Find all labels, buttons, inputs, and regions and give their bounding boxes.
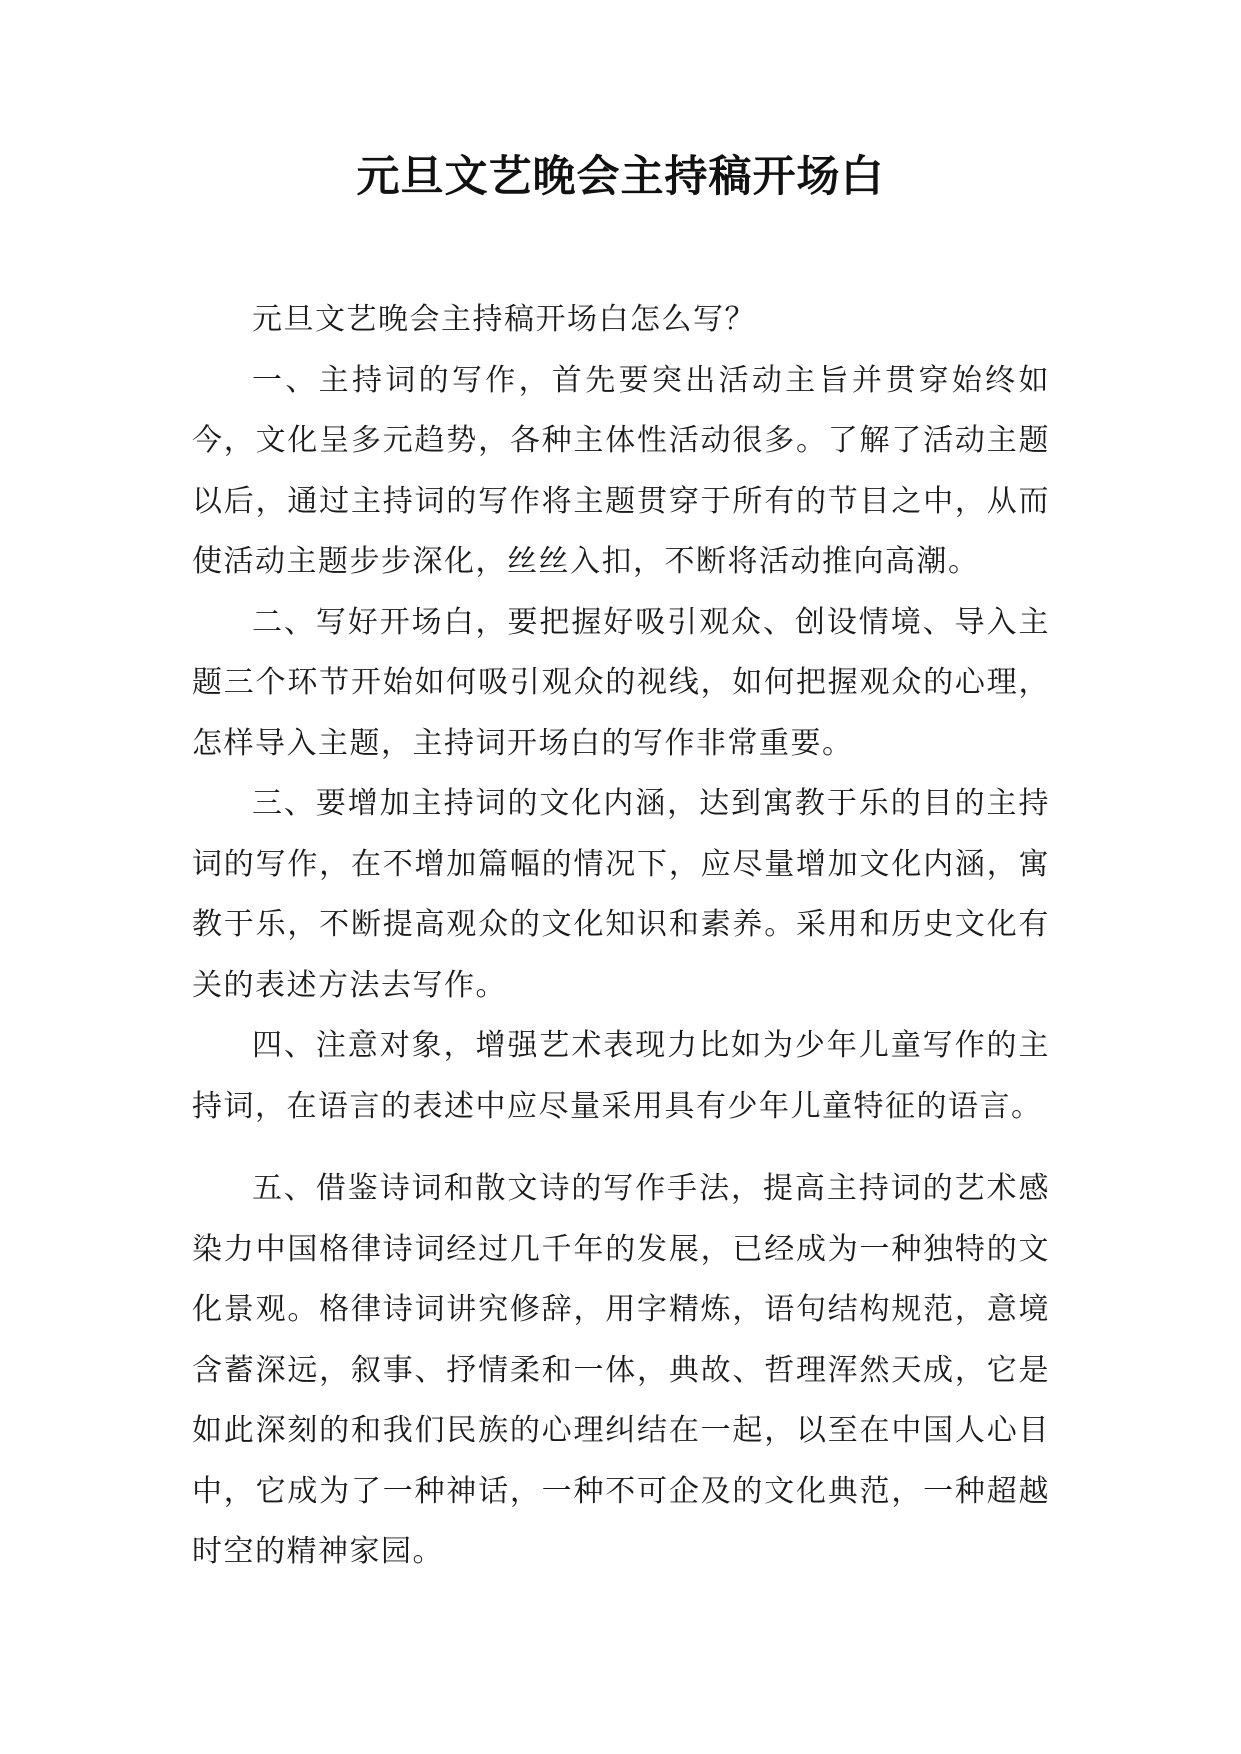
paragraph-point-four: 四、注意对象，增强艺术表现力比如为少年儿童写作的主持词，在语言的表述中应尽量采用具有少年儿童特征的语言。 (192, 1028, 1050, 1124)
paragraph-point-three: 三、要增加主持词的文化内涵，达到寓教于乐的目的主持词的写作，在不增加篇幅的情况下，应尽量增加文化内涵，寓教于乐，不断提高观众的文化知识和素养。采用和历史文化有关的表述方法去写作。 (192, 786, 1050, 1003)
document-title: 元旦文艺晚会主持稿开场白 (356, 152, 885, 202)
paragraph-intro-question: 元旦文艺晚会主持稿开场白怎么写？ (252, 302, 756, 337)
paragraph-point-five: 五、借鉴诗词和散文诗的写作手法，提高主持词的艺术感染力中国格律诗词经过几千年的发展，已经成为一种独特的文化景观。格律诗词讲究修辞，用字精炼，语句结构规范，意境含蓄深远，叙事、抒情柔和一体，典故、哲理浑然天成，它是如此深刻的和我们民族的心理纠结在一起，以至在中国人心目中，它成为了一种神话，一种不可企及的文化典范，一种超越时空的精神家园。 (192, 1171, 1050, 1569)
document-body (192, 290, 1050, 1583)
paragraph-point-two: 二、写好开场白，要把握好吸引观众、创设情境、导入主题三个环节开始如何吸引观众的视线，如何把握观众的心理，怎样导入主题，主持词开场白的写作非常重要。 (192, 604, 1050, 761)
paragraph-point-one: 一、主持词的写作，首先要突出活动主旨并贯穿始终如今，文化呈多元趋势，各种主体性活动很多。了解了活动主题以后，通过主持词的写作将主题贯穿于所有的节目之中，从而使活动主题步步深化，丝丝入扣，不断将活动推向高潮。 (192, 362, 1050, 579)
